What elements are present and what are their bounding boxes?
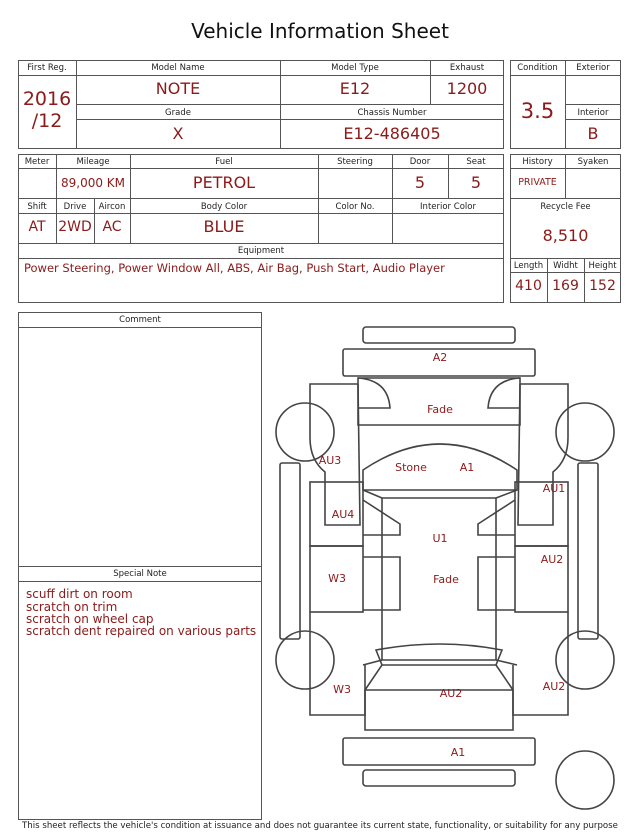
- interior-value: B: [587, 124, 599, 143]
- windshield-outline: [363, 444, 517, 490]
- seat-value: 5: [470, 173, 482, 192]
- first-reg-year: 2016: [22, 88, 72, 110]
- model-name-value: NOTE: [155, 79, 201, 98]
- first-reg-month: /12: [31, 110, 63, 132]
- exterior-label: Exterior: [576, 63, 610, 73]
- syaken-label: Syaken: [577, 157, 609, 167]
- mileage-value: 89,000 KM: [60, 176, 126, 190]
- damage-mark-a1-windshield: A1: [459, 461, 475, 474]
- first-reg-label: First Reg.: [27, 63, 67, 73]
- height-label: Height: [588, 261, 617, 271]
- damage-mark-a1-rear: A1: [450, 746, 466, 759]
- damage-mark-fade-top: Fade: [427, 403, 453, 416]
- condition-value: 3.5: [520, 99, 555, 123]
- left-rear-quarter: [310, 612, 365, 715]
- meter-label: Meter: [24, 157, 50, 167]
- interior-label: Interior: [577, 108, 609, 118]
- equipment-value: Power Steering, Power Window All, ABS, Air Bag, Push Start, Audio Player: [24, 261, 445, 275]
- shift-label: Shift: [27, 202, 47, 212]
- damage-mark-au3: AU3: [318, 454, 342, 467]
- chassis-number-label: Chassis Number: [357, 108, 427, 118]
- damage-mark-front-a2: A2: [432, 351, 448, 364]
- disclaimer-footer: This sheet reflects the vehicle's condition at issuance and does not guarantee its current state, functionality, or suitability for any purpose: [22, 821, 618, 831]
- special-note-item: scratch on trim: [26, 600, 118, 614]
- aircon-value: AC: [102, 219, 122, 235]
- model-type-label: Model Type: [331, 63, 379, 73]
- width-value: 169: [552, 278, 579, 294]
- fuel-value: PETROL: [192, 173, 256, 192]
- damage-mark-fade-roof: Fade: [433, 573, 459, 586]
- aircon-label: Aircon: [98, 202, 126, 212]
- history-label: History: [522, 157, 553, 167]
- car-damage-diagram: [270, 320, 630, 820]
- model-type-value: E12: [339, 79, 371, 98]
- rear-window-outline: [376, 644, 502, 665]
- length-value: 410: [515, 278, 542, 294]
- chassis-number-value: E12-486405: [343, 124, 441, 143]
- body-color-value: BLUE: [203, 217, 245, 236]
- drive-label: Drive: [63, 202, 87, 212]
- recycle-fee-value: 8,510: [542, 226, 589, 245]
- bonnet-outline: [358, 378, 520, 425]
- damage-mark-stone: Stone: [395, 461, 427, 474]
- damage-mark-u1: U1: [432, 532, 448, 545]
- grade-value: X: [172, 124, 184, 143]
- grade-label: Grade: [165, 108, 191, 118]
- damage-mark-w3-left: W3: [328, 572, 346, 585]
- rear-panel-outline: [343, 738, 535, 765]
- interior-color-label: Interior Color: [420, 202, 476, 212]
- length-label: Length: [513, 261, 544, 271]
- special-note-label: Special Note: [113, 569, 167, 579]
- left-side-strip: [280, 463, 300, 639]
- model-name-label: Model Name: [151, 63, 205, 73]
- shift-value: AT: [28, 219, 46, 235]
- exhaust-label: Exhaust: [449, 63, 485, 73]
- damage-mark-au1: AU1: [542, 482, 566, 495]
- right-rear-quarter: [513, 612, 568, 715]
- spare-tire: [556, 751, 614, 809]
- recycle-fee-label: Recycle Fee: [540, 202, 591, 212]
- comment-label: Comment: [119, 315, 161, 325]
- damage-mark-w3-rear-left: W3: [333, 683, 351, 696]
- damage-mark-au2-rear: AU2: [439, 687, 463, 700]
- door-label: Door: [409, 157, 431, 167]
- fuel-label: Fuel: [215, 157, 233, 167]
- rear-left-wheel: [276, 631, 334, 689]
- mileage-label: Mileage: [76, 157, 110, 167]
- equipment-label: Equipment: [237, 246, 285, 256]
- special-note-item: scratch dent repaired on various parts: [26, 624, 257, 638]
- special-note-item: scratch on wheel cap: [26, 612, 154, 626]
- page-title: Vehicle Information Sheet: [191, 19, 449, 43]
- condition-label: Condition: [517, 63, 558, 73]
- drive-value: 2WD: [58, 219, 92, 235]
- width-label: Widht: [553, 261, 578, 271]
- right-fender-outline: [518, 384, 568, 525]
- steering-label: Steering: [337, 157, 373, 167]
- exhaust-value: 1200: [446, 79, 488, 98]
- damage-mark-au2-right: AU2: [540, 553, 564, 566]
- front-bumper-outline: [363, 327, 515, 343]
- color-no-label: Color No.: [335, 202, 375, 212]
- body-color-label: Body Color: [200, 202, 248, 212]
- door-value: 5: [414, 173, 426, 192]
- history-value: PRIVATE: [518, 177, 557, 188]
- rear-bumper-outline: [363, 770, 515, 786]
- seat-label: Seat: [466, 157, 486, 167]
- front-left-wheel: [276, 403, 334, 461]
- front-right-wheel: [556, 403, 614, 461]
- height-value: 152: [589, 278, 616, 294]
- damage-mark-au2-rear-right: AU2: [542, 680, 566, 693]
- special-note-item: scuff dirt on room: [26, 587, 133, 601]
- damage-mark-au4: AU4: [331, 508, 355, 521]
- right-side-strip: [578, 463, 598, 639]
